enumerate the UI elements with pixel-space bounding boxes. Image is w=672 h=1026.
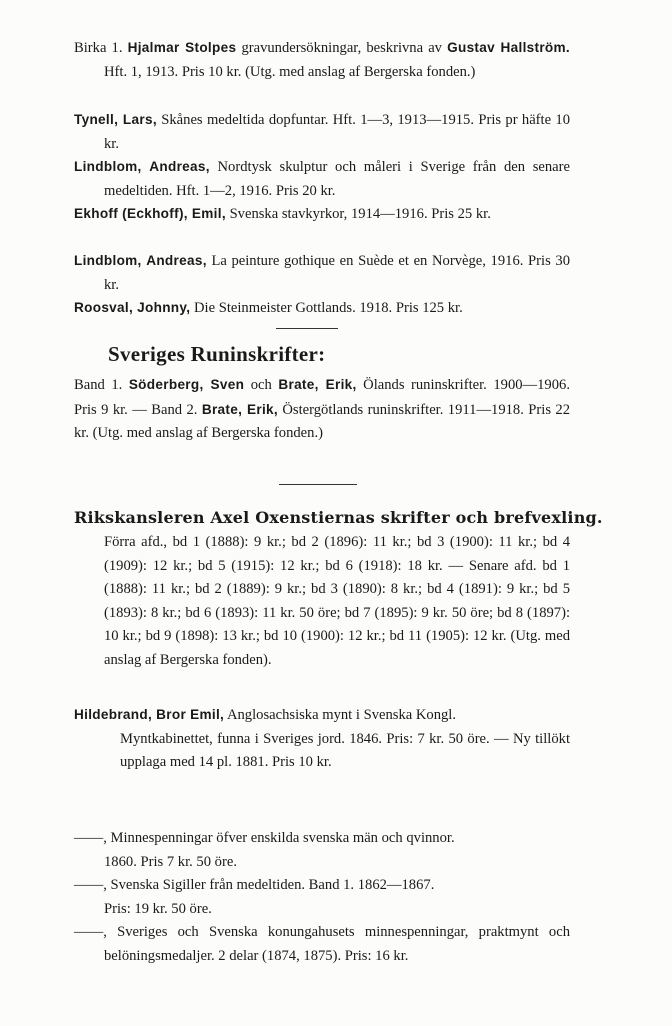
ditto-dash: ——, <box>74 877 107 893</box>
entry-text: Minnespenningar öfver enskilda svenska män och qvinnor. <box>110 830 455 846</box>
entry-text: gravundersökningar, beskrivna av <box>241 40 442 56</box>
entry-text: Pris: 19 kr. 50 öre. <box>104 900 212 917</box>
entry-roosval <box>74 296 570 321</box>
entry-text: Förra afd., bd 1 (1888): 9 kr.; bd 2 (1896): 11 kr.; bd 3 (1900): 11 kr.; bd 4 (1909): 12 kr.; bd 5 (1915): 12 kr.; bd 6 (1918): 18 kr. — Senare afd. bd 1 (1888): 11 kr.; bd 2 (1889): 9 kr.; bd 3 (1890): 8 kr.; bd 4 (1891): 9 kr.; bd 5 (1893): 8 kr.; bd 6 (1893): 11 kr. 50 öre; bd 7 (1895): 9 kr. 50 öre; bd 8 (1897): 10 kr.; bd 9 (1898): 13 kr.; bd 10 (1900): 12 kr.; bd 11 (1905): 12 kr. (Utg. med anslag af Bergerska fonden). <box>104 534 570 668</box>
entry-birka <box>74 36 570 84</box>
entry-sigiller <box>74 874 570 921</box>
entry-text: Myntkabinettet, funna i Sveriges jord. 1846. Pris: 7 kr. 50 öre. — Ny tillökt upplaga med 14 pl. 1881. Pris 10 kr. <box>120 730 570 770</box>
entry-ekhoff <box>74 202 570 227</box>
author: Hjalmar Stolpes <box>127 40 237 55</box>
ditto-dash: ——, <box>74 924 107 940</box>
entry-text: Nordtysk skulptur och måleri i Sverige från den senare medeltiden. Hft. 1—2, 1916. Pris 20 kr. <box>104 159 570 199</box>
author: Tynell, Lars, <box>74 112 157 127</box>
entry-text: Svenska Sigiller från medeltiden. Band 1. 1862—1867. <box>110 877 435 893</box>
ditto-dash: ——, <box>74 830 107 846</box>
entry-text: 1860. Pris 7 kr. 50 öre. <box>104 853 237 870</box>
author: Söderberg, Sven <box>128 377 245 392</box>
band-label: Band 1. <box>74 377 123 393</box>
author: Lindblom, Andreas, <box>74 253 207 268</box>
section-title: Rikskansleren Axel Oxenstiernas skrifter och brefvexling. <box>74 508 603 527</box>
entry-hildebrand <box>74 703 570 775</box>
entry-text: Die Steinmeister Gottlands. 1918. Pris 125 kr. <box>194 300 463 316</box>
divider <box>276 328 338 329</box>
entry-text: Anglosachsiska mynt i Svenska Kongl. <box>226 707 456 723</box>
conjunction: och <box>250 377 272 393</box>
author: Ekhoff (Eckhoff), Emil, <box>74 206 226 221</box>
entry-konungahusets <box>74 921 570 968</box>
author: Brate, Erik, <box>278 377 357 392</box>
author: Brate, Erik, <box>201 401 278 417</box>
author: Roosval, Johnny, <box>74 300 191 315</box>
entry-runinskrifter <box>74 373 570 446</box>
author: Hildebrand, Bror Emil, <box>74 707 225 722</box>
entry-lindblom-2 <box>74 249 570 297</box>
entry-text: La peinture gothique en Suède et en Norvège, 1916. Pris 30 kr. <box>104 253 570 293</box>
entry-text: Sveriges och Svenska konungahusets minnespenningar, praktmynt och belöningsmedaljer. 2 delar (1874, 1875). Pris: 16 kr. <box>104 924 570 964</box>
entry-text: Hft. 1, 1913. Pris 10 kr. (Utg. med anslag af Bergerska fonden.) <box>104 63 476 80</box>
divider <box>279 484 357 485</box>
entry-text: Skånes medeltida dopfuntar. Hft. 1—3, 1913—1915. Pris pr häfte 10 kr. <box>104 112 570 152</box>
entry-minnespenningar <box>74 827 570 874</box>
entry-text: Svenska stavkyrkor, 1914—1916. Pris 25 kr. <box>229 206 491 222</box>
author: Gustav Hallström. <box>447 40 570 55</box>
author: Lindblom, Andreas, <box>74 159 210 174</box>
entry-text: Ölands runinskrifter. 1900—1906. Pris 9 kr. — Band 2. <box>74 377 570 418</box>
section-title: Sveriges Runinskrifter: <box>108 342 326 366</box>
entry-text: Östergötlands runinskrifter. 1911—1918. Pris 22 kr. (Utg. med anslag af Bergerska fonden.) <box>74 401 570 441</box>
entry-lindblom-1 <box>74 155 570 203</box>
entry-tynell <box>74 108 570 156</box>
series-label: Birka 1. <box>74 40 123 56</box>
